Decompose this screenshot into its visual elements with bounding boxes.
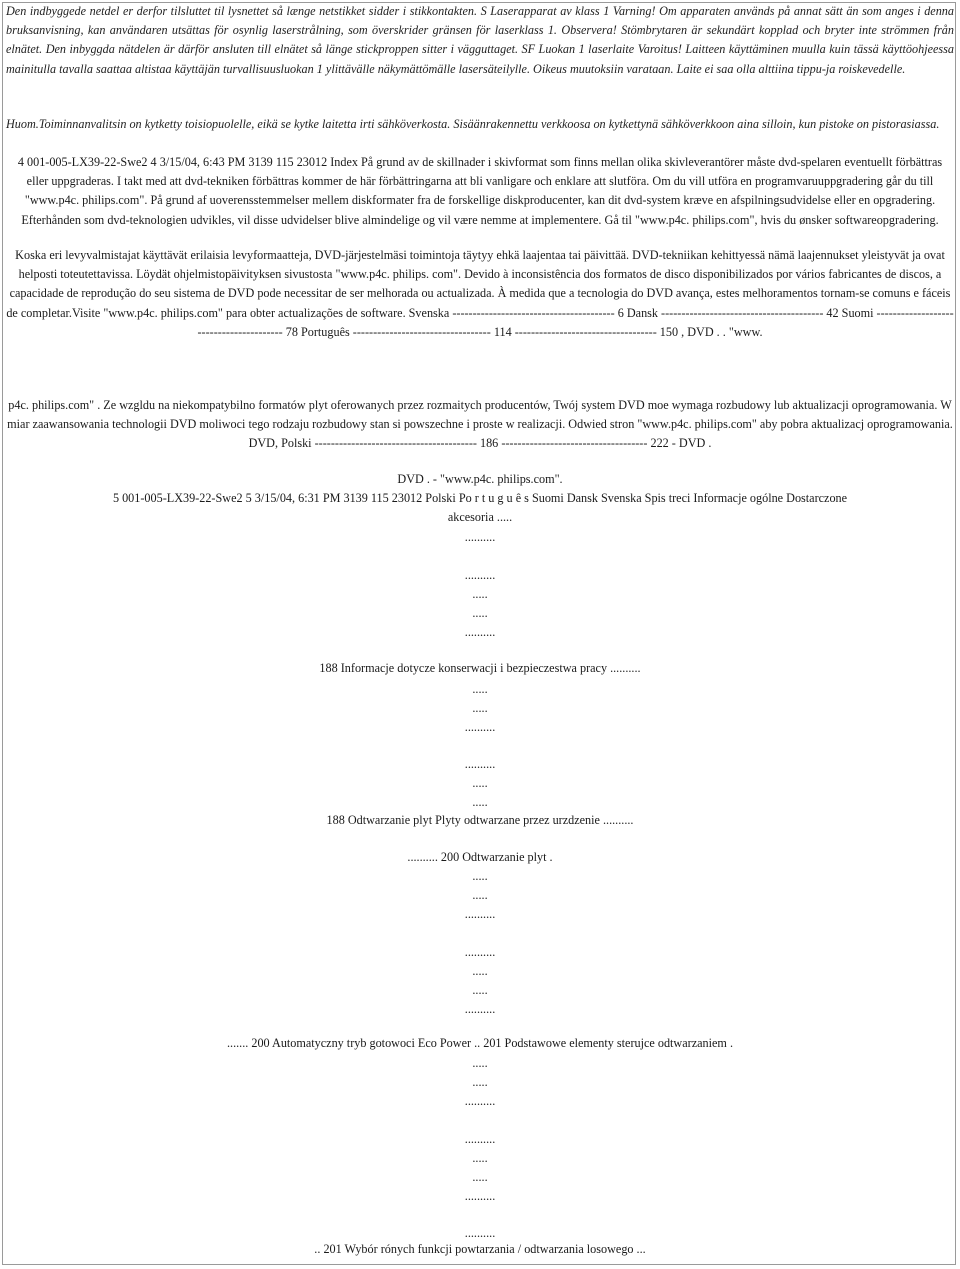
toc-dots: ..... <box>472 1075 488 1089</box>
body-paragraph-software-upgrade: 4 001-005-LX39-22-Swe2 4 3/15/04, 6:43 PM 3139 115 23012 Index På grund av de skillnader i skivformat som finns mellan olika skivleverantörer måste dvd-spelaren eventuellt förbättras eller uppgraderas. I takt med att dvd-tekniken förbättras kommer de här förbättringarna att bli vanligare och enklare att slutföra. Om du vill utföra en programvaruuppgradering går du till "www.p4c. philips.com". På grund af uoverensstemmelser mellem diskformater fra de forskellige diskproducenter, kan dit dvd-system kræve en afspilningsudvidelse eller en opgradering. Efterhånden som dvd-teknologien udvikles, vil disse udvidelser blive almindelige og vil være nemme at implementere. Gå til "www.p4c. philips.com", hvis du ønsker softwareopgradering. <box>17 155 943 227</box>
toc-dots: .......... <box>464 1002 496 1016</box>
toc-dots: .......... <box>464 1094 496 1108</box>
toc-dots: .......... <box>464 1132 496 1146</box>
toc-dots: ..... <box>472 1056 488 1070</box>
toc-dots: ..... <box>472 983 488 997</box>
italic-paragraph-safety: Den indbyggede netdel er derfor tilsluttet til lysnettet så længe netstikket sidder i stikkontakten. S Laserapparat av klass 1 Varning! Om apparaten används på annat sätt än som anges i denna bruksanvisning, kan användaren utsättas för osynlig laserstrålning, som överskrider gränsen för laserklass 1. Observera! Stömbrytaren är sekundärt kopplad och bryter inte strömmen från elnätet. Den inbyggda nätdelen är därför ansluten till elnätet så länge stickproppen sitter i vägguttaget. SF Luokan 1 laserlaite Varoitus! Laitteen käyttäminen muulla kuin tässä käyttöohjeessa mainitulla tavalla saattaa altistaa käyttäjän turvallisuusluokan 1 ylittävälle näkymättömälle lasersäteilylle. Oikeus muutoksiin varataan. Laite ei saa olla alttiina tippu-ja roiskevedelle. <box>6 4 954 76</box>
toc-dots: ..... <box>472 795 488 809</box>
toc-dots: ..... <box>472 701 488 715</box>
toc-entry-playback-discs: .......... 200 Odtwarzanie plyt . <box>407 850 553 864</box>
dvd-line: DVD . - "www.p4c. philips.com". <box>397 472 563 486</box>
toc-dots: ..... <box>472 682 488 696</box>
toc-entry-playback: 188 Odtwarzanie plyt Plyty odtwarzane przez urzdzenie .......... <box>326 813 634 827</box>
index-line-a: 5 001-005-LX39-22-Swe2 5 3/15/04, 6:31 PM 3139 115 23012 Polski Po r t u g u ê s Suomi Dansk Svenska Spis treci Informacje ogólne Dostarczone <box>112 491 848 505</box>
toc-entry-eco-power: ....... 200 Automatyczny tryb gotowoci Eco Power .. 201 Podstawowe elementy sterujce odtwarzaniem . <box>226 1036 733 1050</box>
toc-dots: .......... <box>464 530 496 544</box>
toc-dots: .......... <box>464 907 496 921</box>
toc-dots: ..... <box>472 964 488 978</box>
toc-dots: .......... <box>464 720 496 734</box>
toc-dots: ..... <box>472 776 488 790</box>
toc-dots: ..... <box>472 1151 488 1165</box>
body-paragraph-multilingual-index: Koska eri levyvalmistajat käyttävät erilaisia levyformaatteja, DVD-järjestelmäsi toimintoja täytyy ehkä laajentaa tai päivittää. DVD-tekniikan kehittyessä nämä laajennukset yleistyvät ja ovat helposti toteutettavissa. Löydät ohjelmistopäivityksen sivustosta "www.p4c. philips. com". Devido à inconsistência dos formatos de disco disponibilizados por vários fabricantes de discos, a capacidade de reprodução do seu sistema de DVD pode necessitar de ser melhorada ou actualizada. À medida que a tecnologia do DVD avança, estes melhoramentos tornam-se comuns e fáceis de completar.Visite "www.p4c. philips.com" para obter actualizações de software. Svenska ---------------------------------------- 6 Dansk ---------------------------------------- 42 Suomi ---------------------------------------- 78 Português ---------------------------------- 114 ----------------------------------- 150 , DVD . . "www. <box>6 248 954 339</box>
toc-dots: .......... <box>464 568 496 582</box>
index-line-b: akcesoria ..... <box>447 510 513 524</box>
toc-dots: ..... <box>472 1170 488 1184</box>
toc-entry-safety: 188 Informacje dotycze konserwacji i bezpieczestwa pracy .......... <box>319 661 641 675</box>
toc-entry-repeat-shuffle: .. 201 Wybór rónych funkcji powtarzania / odtwarzania losowego ... <box>314 1242 646 1256</box>
body-paragraph-polish-upgrade: p4c. philips.com" . Ze wzgldu na niekompatybilno formatów plyt oferowanych przez rozmaitych producentów, Twój system DVD moe wymaga rozbudowy lub aktualizacji oprogramowania. W miar zaawansowania technologii DVD moliwoci tego rodzaju rozbudowy stan si powszechne i proste w realizacji. Odwied stron "www.p4c. philips.com" aby pobra aktualizacj oprogramowania. DVD, Polski ---------------------------------------- 186 ------------------------------------ 222 - DVD . <box>7 398 953 451</box>
italic-paragraph-finnish-note: Huom.Toiminnanvalitsin on kytketty toisiopuolelle, eikä se kytke laitetta irti sähköverkosta. Sisäänrakennettu verkkoosa on kytkettynä sähköverkkoon aina silloin, kun pistoke on pistorasiassa. <box>6 117 940 131</box>
toc-dots: .......... <box>464 757 496 771</box>
toc-dots: .......... <box>464 945 496 959</box>
toc-dots: .......... <box>464 1189 496 1203</box>
toc-dots: ..... <box>472 869 488 883</box>
toc-dots: .......... <box>464 625 496 639</box>
toc-dots: ..... <box>472 606 488 620</box>
toc-dots: ..... <box>472 888 488 902</box>
toc-dots: .......... <box>464 1226 496 1240</box>
toc-dots: ..... <box>472 587 488 601</box>
